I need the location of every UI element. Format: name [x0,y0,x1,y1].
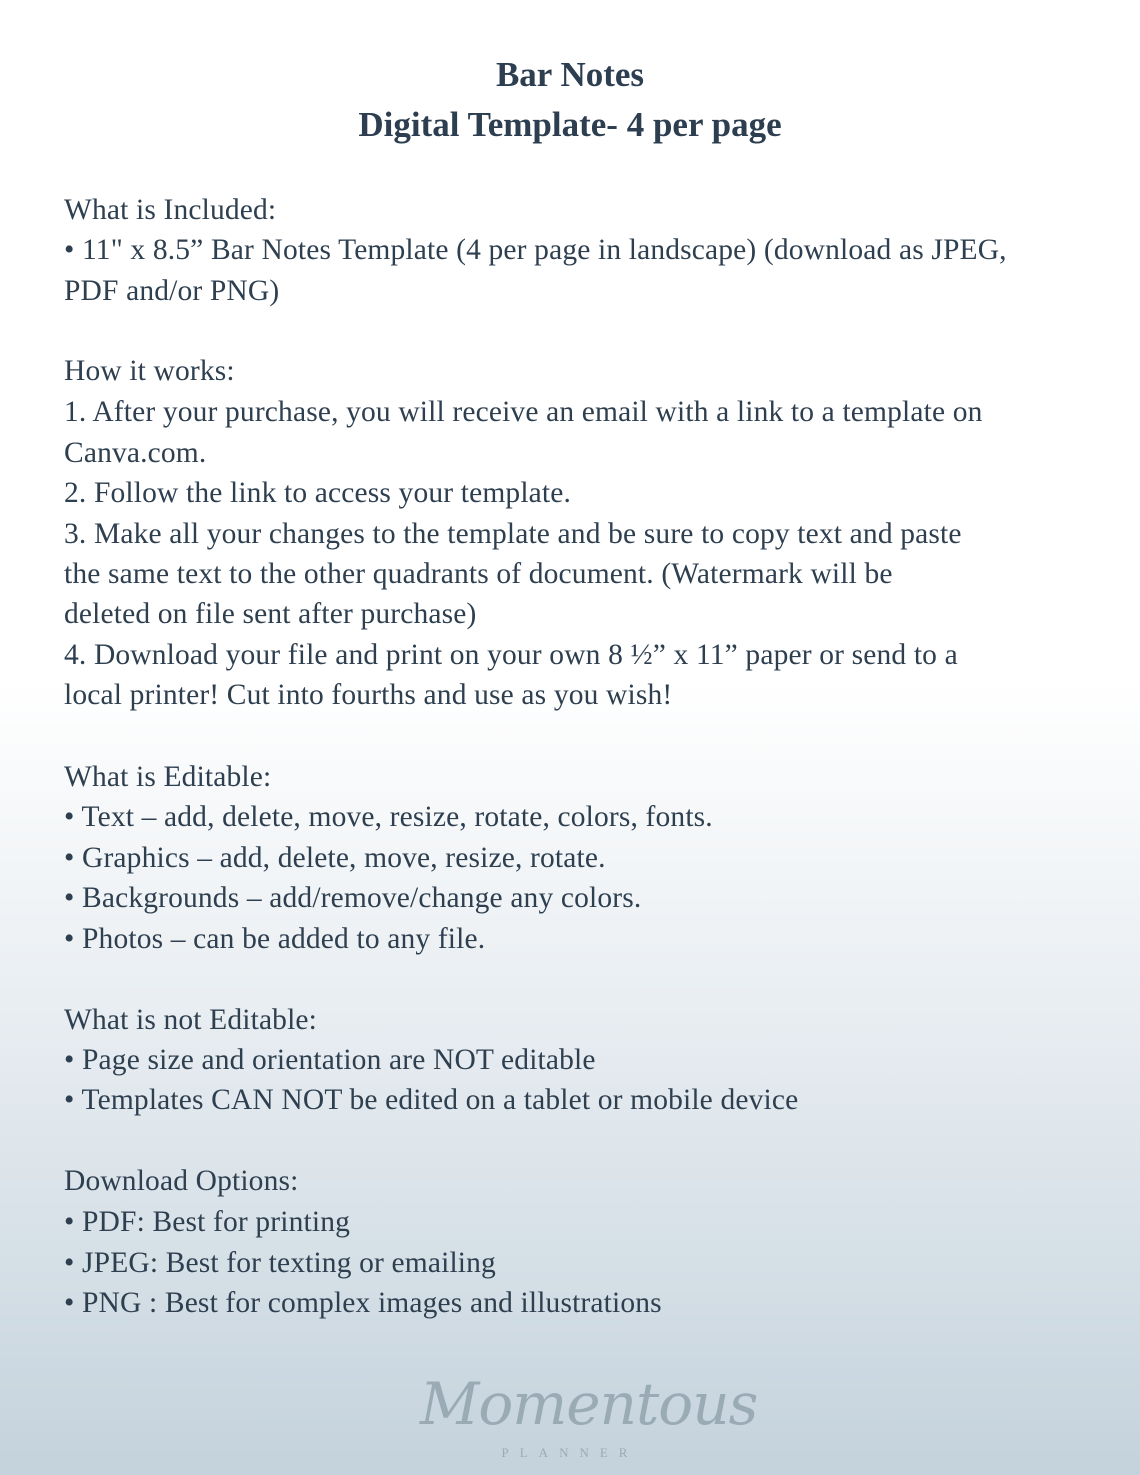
text-line: • Backgrounds – add/remove/change any colors. [64,882,642,914]
momentous-planner-logo [420,1368,758,1462]
text-line: the same text to the other quadrants of document. (Watermark will be [64,558,893,590]
text-line: 2. Follow the link to access your template. [64,477,572,509]
text-line: PDF and/or PNG) [64,275,280,307]
text-line: 4. Download your file and print on your own 8 ½” x 11” paper or send to a [64,639,958,671]
text-line: • Graphics – add, delete, move, resize, rotate. [64,842,606,874]
logo-wordmark: Momentous [420,1370,758,1438]
section-heading: What is Included: [64,194,277,226]
section-heading: Download Options: [64,1165,299,1197]
text-line: Canva.com. [64,437,207,469]
section-heading: How it works: [64,355,235,387]
text-line: • PNG : Best for complex images and illustrations [64,1287,662,1319]
text-line: deleted on file sent after purchase) [64,598,477,630]
text-line: • PDF: Best for printing [64,1206,350,1238]
section-heading: What is not Editable: [64,1004,318,1036]
title-line-2: Digital Template- 4 per page [358,105,782,144]
text-line: • Templates CAN NOT be edited on a tablet or mobile device [64,1084,799,1116]
logo-subtitle: PLANNER [501,1445,639,1460]
text-line: • Photos – can be added to any file. [64,923,486,955]
text-line: 1. After your purchase, you will receive an email with a link to a template on [64,396,983,428]
text-line: • Text – add, delete, move, resize, rotate, colors, fonts. [64,801,713,833]
text-line: local printer! Cut into fourths and use as you wish! [64,679,673,711]
text-line: • JPEG: Best for texting or emailing [64,1247,496,1279]
text-line: 3. Make all your changes to the template and be sure to copy text and paste [64,518,962,550]
section-heading: What is Editable: [64,761,272,793]
text-line: • 11" x 8.5” Bar Notes Template (4 per page in landscape) (download as JPEG, [64,234,1007,266]
text-line: • Page size and orientation are NOT editable [64,1044,596,1076]
title-line-1: Bar Notes [495,55,645,94]
